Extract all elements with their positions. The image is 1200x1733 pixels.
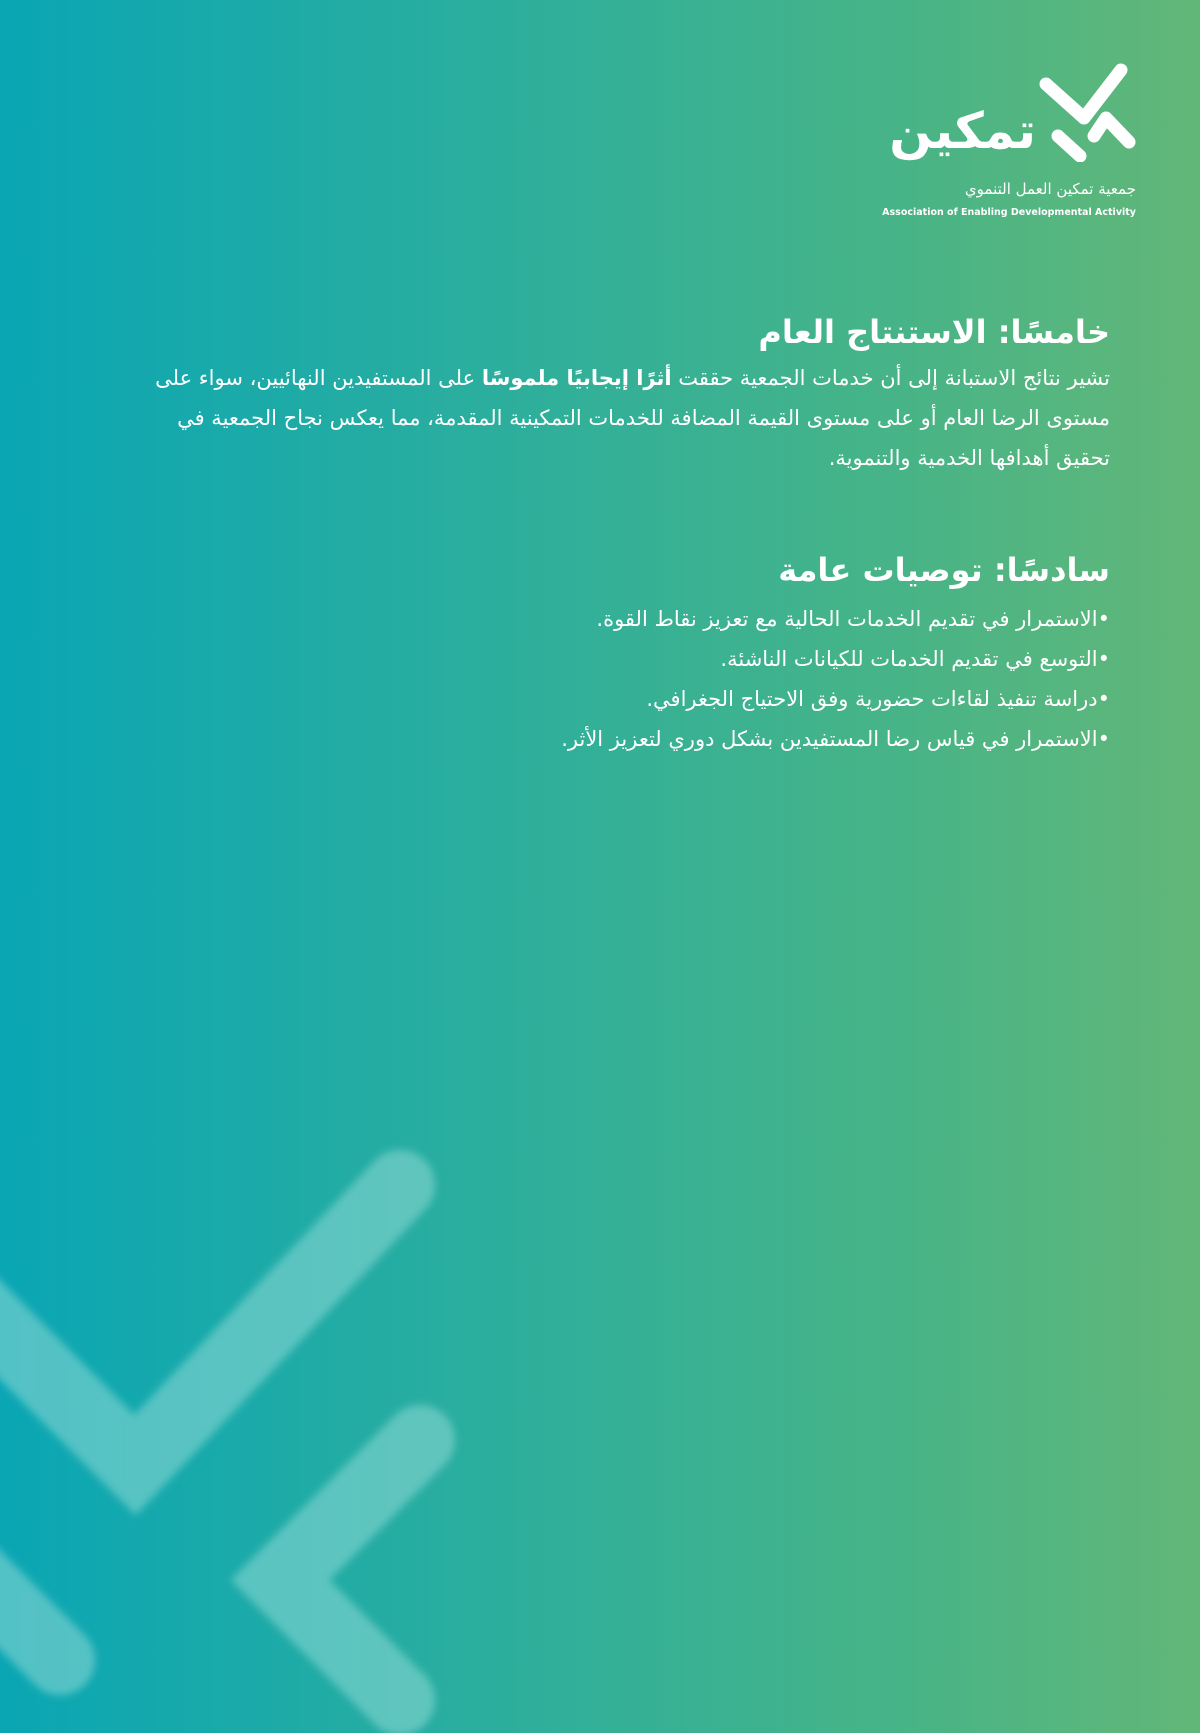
conclusion-text-bold: أثرًا إيجابيًا ملموسًا xyxy=(481,365,672,390)
section-title-recommendations: سادسًا: توصيات عامة xyxy=(778,550,1110,589)
conclusion-text-part1: تشير نتائج الاستبانة إلى أن خدمات الجمعية حققت xyxy=(671,365,1110,390)
section-title-general-conclusion: خامسًا: الاستنتاج العام xyxy=(758,313,1110,351)
section-body-general-conclusion xyxy=(130,358,1110,478)
list-item: •التوسع في تقديم الخدمات للكيانات الناشئة. xyxy=(720,647,1110,672)
list-item: •الاستمرار في تقديم الخدمات الحالية مع تعزيز نقاط القوة. xyxy=(596,607,1110,632)
logo-name-english: Association of Enabling Developmental Activity xyxy=(882,207,1136,218)
logo-name-arabic: جمعية تمكين العمل التنموي xyxy=(964,180,1136,198)
x-logo-icon xyxy=(1036,62,1136,162)
conclusion-text-part2: على المستفيدين النهائيين، سواء على مستوى الرضا العام أو على مستوى القيمة المضافة للخدمات التمكينية المقدمة، مما يعكس نجاح الجمعية في تحقيق أهدافها الخدمية والتنموية. xyxy=(155,365,1110,470)
recommendations-list xyxy=(130,599,1110,759)
association-logo xyxy=(836,62,1136,232)
report-content xyxy=(130,312,1110,759)
logo-wordmark: تمكين xyxy=(889,102,1036,160)
list-item: •دراسة تنفيذ لقاءات حضورية وفق الاحتياج الجغرافي. xyxy=(646,687,1110,712)
list-item: •الاستمرار في قياس رضا المستفيدين بشكل دوري لتعزيز الأثر. xyxy=(561,727,1110,752)
